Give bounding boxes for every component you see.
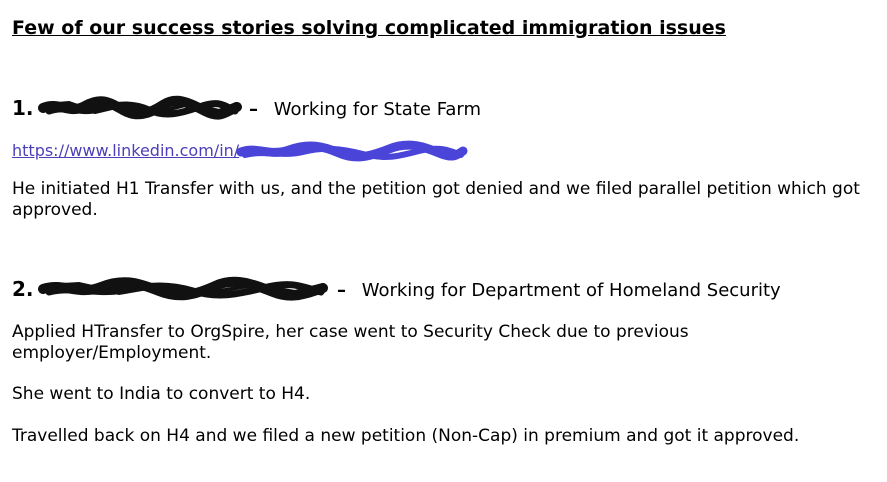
redacted-name-scribble (39, 280, 327, 298)
story-2-paragraph-3: Travelled back on H4 and we filed a new petition (Non-Cap) in premium and got it approved. (12, 426, 800, 446)
story-2-role: Working for Department of Homeland Security (361, 280, 781, 301)
linkedin-link-text[interactable]: https://www.linkedin.com/in/ (12, 141, 240, 160)
document-page (12, 14, 884, 446)
story-2-paragraph-1: Applied HTransfer to OrgSpire, her case went to Security Check due to previous employer/Employment. (12, 322, 689, 363)
story-1-number: 1. (12, 96, 34, 120)
linkedin-link[interactable] (12, 140, 465, 162)
story-1-heading (12, 96, 481, 122)
redacted-link-scribble (239, 143, 465, 159)
document-title: Few of our success stories solving complicated immigration issues (12, 17, 726, 39)
story-1-role: Working for State Farm (273, 99, 482, 120)
redacted-name-scribble (39, 99, 239, 117)
story-2-heading (12, 277, 781, 303)
story-2-number: 2. (12, 277, 34, 301)
story-2-paragraph-2: She went to India to convert to H4. (12, 384, 311, 404)
story-1-paragraph: He initiated H1 Transfer with us, and the petition got denied and we filed parallel petition which got approved. (12, 179, 860, 220)
story-2-dash: – (336, 280, 346, 301)
story-1-dash: – (248, 99, 258, 120)
